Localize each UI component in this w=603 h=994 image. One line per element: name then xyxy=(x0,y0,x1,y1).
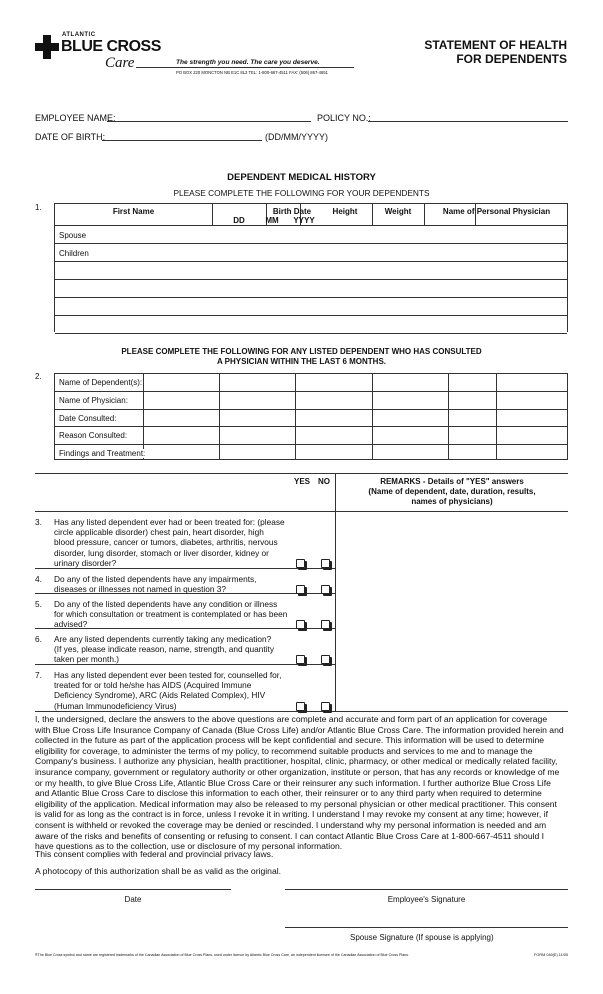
header-rule xyxy=(136,67,354,68)
remarks-header-2: (Name of dependent, date, duration, results, xyxy=(368,487,536,496)
question-number: 3. xyxy=(35,517,42,527)
employee-name-label: EMPLOYEE NAME: xyxy=(35,113,116,123)
logo xyxy=(35,33,175,78)
declaration-line: Company's business. I authorize any physician, health practitioner, hospital, clinic, pharmacy, or other medical or medically related facility, xyxy=(35,756,558,767)
questions-bottom-rule xyxy=(35,711,568,712)
question-no-checkbox[interactable] xyxy=(321,655,330,664)
declaration-line: aware of the risks and benefits of consenting or refusing to consent. I can contact Atlantic Blue Cross Care at 1-800-667-4511 should I xyxy=(35,830,545,841)
question-text: (If yes, please indicate reason, name, strength, and quantity xyxy=(54,644,274,655)
consulted-row[interactable] xyxy=(55,409,567,427)
blue-cross-icon xyxy=(35,35,59,59)
declaration-line: or my health, to give Blue Cross Life, Atlantic Blue Cross Care or their reinsurer any such information. I further authorize Blue Cross Life xyxy=(35,777,551,788)
brand-care: Care xyxy=(105,55,135,71)
consulted-row-label: Name of Dependent(s): xyxy=(59,378,143,387)
history-heading: DEPENDENT MEDICAL HISTORY xyxy=(227,172,376,183)
declaration-line: have questions as to the collection, use or disclosure of my personal information. xyxy=(35,841,343,852)
question-no-checkbox[interactable] xyxy=(321,702,330,711)
remarks-header-1: REMARKS - Details of "YES" answers xyxy=(380,477,524,486)
declaration-line: eligibility of the application. Medical information may also be released to my personal physician or other medical practitioner. This consent xyxy=(35,798,557,809)
declaration-text xyxy=(35,714,575,852)
dob-label: DATE OF BIRTH: xyxy=(35,132,106,142)
dependent-row[interactable] xyxy=(55,279,567,298)
no-header: NO xyxy=(318,477,330,486)
policy-label: POLICY NO.: xyxy=(317,113,371,123)
question-no-checkbox[interactable] xyxy=(321,559,330,568)
question-text: blood pressure, cancer or tumors, diabetes, arthritis, nervous xyxy=(54,537,278,548)
question-no-checkbox[interactable] xyxy=(321,620,330,629)
col-weight: Weight xyxy=(384,207,412,216)
brand-atlantic: ATLANTIC xyxy=(62,32,96,38)
declaration-line: is valid for as long as the contract is in force, unless I revoke it in writing. I understand I may revoke my consent at any time; however, if xyxy=(35,809,548,820)
dependent-row-label: Children xyxy=(59,249,89,258)
declaration-line: consent is withheld or revoked the coverage may be denied or rescinded. I understand why my personal information is needed and am xyxy=(35,819,547,830)
spouse-signature-label: Spouse Signature (If spouse is applying) xyxy=(350,933,494,942)
employee-signature-label: Employee's Signature xyxy=(387,895,466,904)
question-number: 5. xyxy=(35,599,42,609)
question-text: Has any listed dependent ever been tested for, counselled for, xyxy=(54,670,282,680)
question-text: urinary disorder? xyxy=(54,557,117,568)
col-first-name: First Name xyxy=(112,207,155,216)
tagline: The strength you need. The care you deserve. xyxy=(176,59,320,66)
footer-trademark: ®The Blue Cross symbol and name are registered trademarks of the Canadian Association of Blue Cross Plans, used under licence by Atlantic Blue Cross Care, an independent licensee of the Canadian Association of Blue Cross Plans. xyxy=(35,953,410,957)
question-text: Has any listed dependent ever had or been treated for: (please xyxy=(54,517,285,527)
col-dd: DD xyxy=(233,216,245,225)
consulted-row[interactable] xyxy=(55,374,567,391)
question-text: diseases or illnesses not named in question 3? xyxy=(54,584,227,595)
question-text: (Human Immunodeficiency Virus) xyxy=(54,700,177,711)
page-title-line1: STATEMENT OF HEALTH xyxy=(424,38,567,52)
date-label: Date xyxy=(124,895,142,904)
section-number-1: 1. xyxy=(35,203,42,212)
dependents-table xyxy=(54,203,568,332)
form-number: FORM 049(E) 11/05 xyxy=(534,953,568,957)
question-yes-checkbox[interactable] xyxy=(296,620,305,629)
question-number: 6. xyxy=(35,634,42,644)
question-text: Do any of the listed dependents have any impairments, xyxy=(54,574,257,584)
question-no-checkbox[interactable] xyxy=(321,585,330,594)
questions-top-rule xyxy=(35,473,568,474)
consulted-row-label: Date Consulted: xyxy=(59,413,117,423)
section-number-2: 2. xyxy=(35,372,42,381)
col-physician: Name of Personal Physician xyxy=(442,207,551,216)
question-text: Deficiency Syndrome), ARC (Aids Related Complex), HIV xyxy=(54,690,266,701)
dependent-row[interactable] xyxy=(55,243,567,262)
question-number: 7. xyxy=(35,670,42,680)
consulted-row[interactable] xyxy=(55,444,567,462)
question-yes-checkbox[interactable] xyxy=(296,585,305,594)
declaration-line: collected in the future as part of the application process will be kept confidential and secure. This information will be used to determine xyxy=(35,735,545,746)
col-height: Height xyxy=(332,207,358,216)
date-signature-line[interactable] xyxy=(35,889,231,890)
question-number: 4. xyxy=(35,574,42,584)
remarks-header-3: names of physicians) xyxy=(411,497,493,506)
col-mm: MM xyxy=(265,216,279,225)
question-yes-checkbox[interactable] xyxy=(296,655,305,664)
question-text: for which consultation or treatment is contemplated or has been xyxy=(54,609,288,620)
consulted-row-label: Name of Physician: xyxy=(59,396,128,406)
dob-format: (DD/MM/YYYY) xyxy=(265,132,328,142)
questions-rule-2 xyxy=(35,511,568,512)
consulted-table xyxy=(54,373,568,460)
question-text: circle applicable disorder) chest pain, heart disorder, high xyxy=(54,527,264,538)
question-text: Do any of the listed dependents have any condition or illness xyxy=(54,599,278,609)
address: PO BOX 220 MONCTON NB E1C 8L3 TEL: 1-800-667-4511 FAX: (506) 867-4651 xyxy=(176,70,328,75)
dependent-row-label: Spouse xyxy=(59,231,87,240)
declaration-line: insurance company, government or regulatory authority or other organization, institute or person, that has any records or knowledge of me xyxy=(35,766,560,777)
dependent-row[interactable] xyxy=(55,297,567,316)
question-yes-checkbox[interactable] xyxy=(296,702,305,711)
declaration-line: I, the undersigned, declare the answers to the above questions are complete and accurate and form part of an application for coverage xyxy=(35,714,548,724)
yes-header: YES xyxy=(294,477,311,486)
question-text: Are any listed dependents currently taking any medication? xyxy=(54,634,272,644)
col-yyyy: YYYY xyxy=(293,216,315,225)
question-text: treated for or told he/she has AIDS (Acquired Immune xyxy=(54,680,252,691)
page-title-line2: FOR DEPENDENTS xyxy=(456,52,567,66)
declaration-line: with Blue Cross Life Insurance Company of Canada (Blue Cross Life) and/or Atlantic Blue Cross Care. The information provided herein and xyxy=(35,724,564,735)
brand-name: BLUE CROSS xyxy=(61,38,161,55)
question-text: advised? xyxy=(54,619,88,630)
history-subheading: PLEASE COMPLETE THE FOLLOWING FOR YOUR DEPENDENTS xyxy=(173,188,430,198)
question-yes-checkbox[interactable] xyxy=(296,559,305,568)
dependent-row[interactable] xyxy=(55,225,567,244)
question-text: disorder, lung disorder, stomach or liver disorder, kidney or xyxy=(54,547,269,558)
consulted-row-label: Findings and Treatment: xyxy=(59,448,146,458)
spouse-signature-line[interactable] xyxy=(285,927,568,928)
col-birth-date: Birth Date xyxy=(272,207,312,216)
question-text: taken per month.) xyxy=(54,654,120,665)
employee-name-field[interactable] xyxy=(107,121,311,122)
consulted-row[interactable] xyxy=(55,391,567,409)
employee-signature-line[interactable] xyxy=(285,889,568,890)
question-rule xyxy=(35,568,335,569)
consulted-heading-line2: A PHYSICIAN WITHIN THE LAST 6 MONTHS. xyxy=(216,357,387,366)
declaration-line: and Atlantic Blue Cross Care to disclose this information to each other, their reinsurer or to any third party when required to determine xyxy=(35,788,542,799)
remarks-divider xyxy=(335,473,336,711)
consulted-row[interactable] xyxy=(55,426,567,444)
consulted-row-label: Reason Consulted: xyxy=(59,431,128,441)
dependent-row[interactable] xyxy=(55,261,567,280)
declaration-line: eligibility for coverage, to administer the terms of my policy, to recommend suitable products and services to me and to manage the xyxy=(35,745,533,756)
privacy-statement: This consent complies with federal and provincial privacy laws. xyxy=(35,849,274,859)
dependent-row[interactable] xyxy=(55,315,567,334)
dob-field[interactable] xyxy=(102,140,262,141)
policy-field[interactable] xyxy=(368,121,568,122)
photocopy-statement: A photocopy of this authorization shall be as valid as the original. xyxy=(35,866,282,876)
consulted-heading-line1: PLEASE COMPLETE THE FOLLOWING FOR ANY LISTED DEPENDENT WHO HAS CONSULTED xyxy=(121,347,482,356)
